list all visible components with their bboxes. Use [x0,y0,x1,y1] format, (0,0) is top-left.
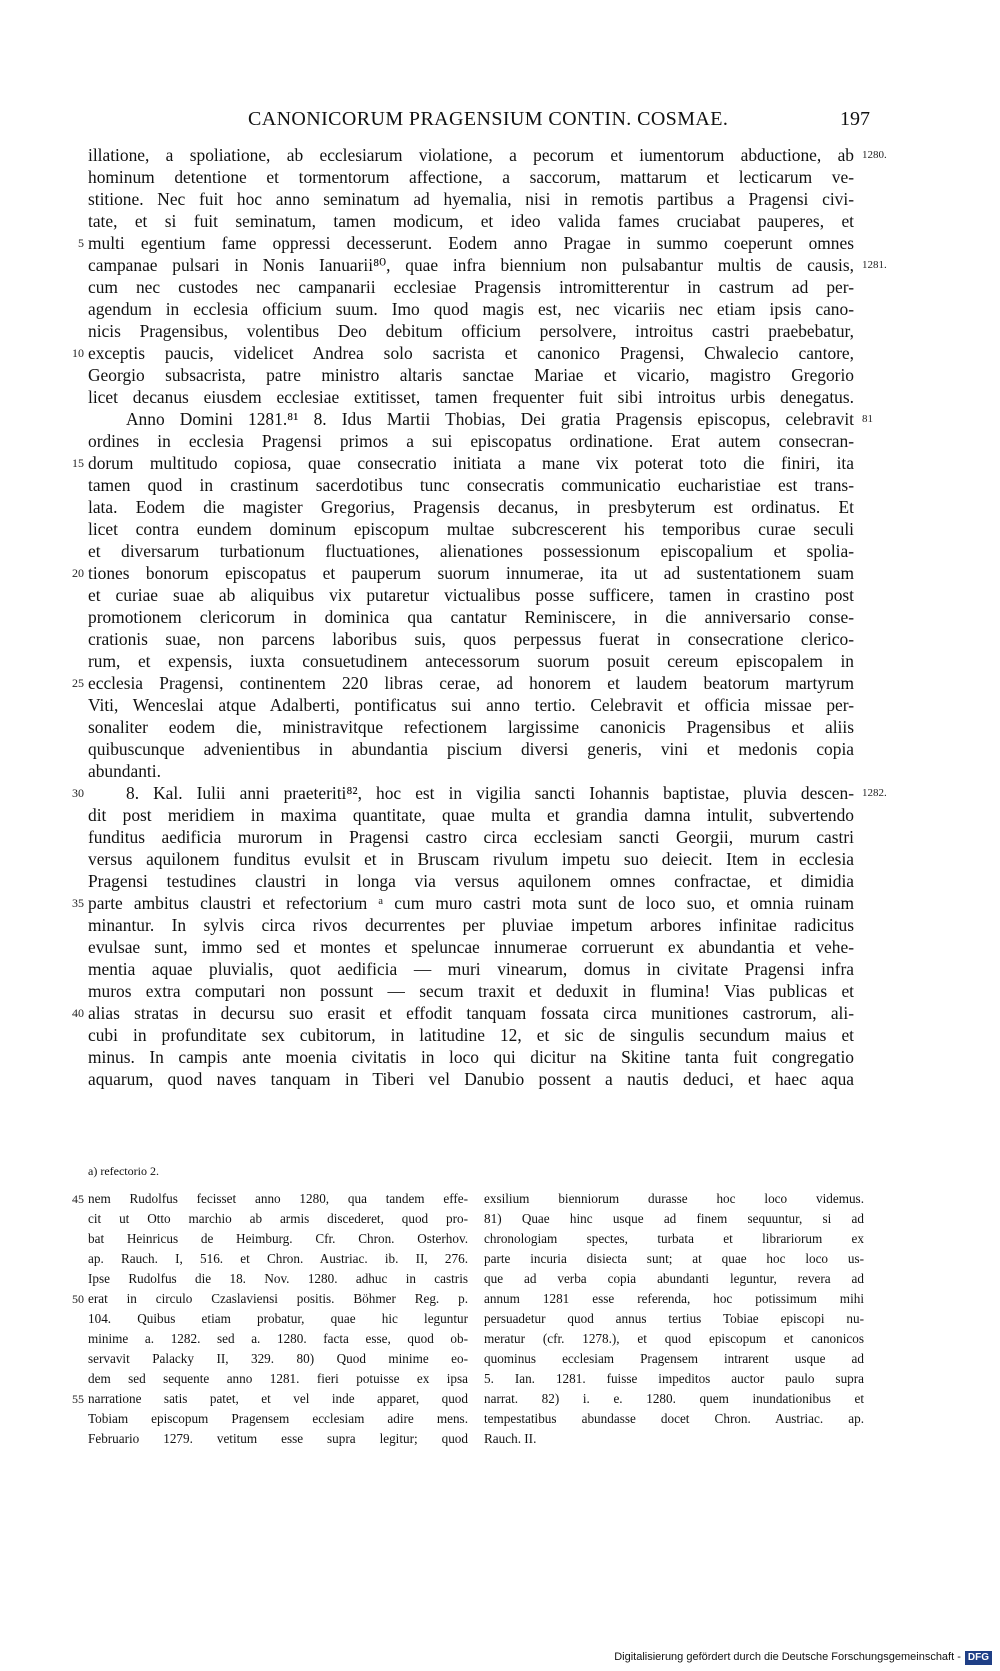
footnote-line: 5. Ian. 1281. fuisse impeditos auctor paulo supra [484,1371,864,1386]
text-line: nicis Pragensibus, volentibus Deo debitum officium persolvere, introitus castri praebebatur, [88,321,854,341]
text-line: et diversarum turbationum fluctuationes, alienationes possessionum episcopalium et spolia- [88,541,854,561]
text-line: 8. Kal. Iulii anni praeteriti⁸², hoc est in vigilia sancti Iohannis baptistae, pluvia descen- [126,783,854,803]
text-line: evulsae sunt, immo sed et montes et speluncae innumerae corruerunt ex abundantia et vehe- [88,937,854,957]
footnote-line: cit ut Otto marchio ab armis discederet, quod pro- [88,1211,468,1226]
text-line: multi egentium fame oppressi decesserunt. Eodem anno Pragae in summo coeperunt omnes [88,233,854,253]
apparatus-note: a) refectorio 2. [88,1164,159,1178]
line-number: 15 [72,456,84,470]
text-line: minus. In campis ante moenia civitatis in loco qui dicitur na Skitine tanta fuit congregatio [88,1047,854,1067]
footnote-line: tempestatibus abundasse docet Chron. Austriac. ap. [484,1411,864,1426]
footnotes-right-column [484,1188,864,1468]
text-line: funditus aedificia murorum in Pragensi castro circa ecclesiam sancti Georgii, murum castri [88,827,854,847]
line-number: 25 [72,676,84,690]
text-line: tate, et si fuit seminatum, tamen modicum, et ideo valida fames cruciabat pauperes, et [88,211,854,231]
footnote-line: servavit Palacky II, 329. 80) Quod minime eo- [88,1351,468,1366]
line-number: 35 [72,896,84,910]
running-title: CANONICORUM PRAGENSIUM CONTIN. COSMAE. [248,108,729,130]
text-line: quibuscunque advenientibus in abundantia piscium diversi generis, vini et medonis copia [88,739,854,759]
margin-year-note: 1280. [862,149,887,161]
text-line: parte ambitus claustri et refectorium ᵃ cum muro castri mota sunt de loco suo, et omnia ruinam [88,893,854,913]
text-line: et curiae suae ab aliquibus vix putaretur victualibus posse sufficere, tamen in crastino post [88,585,854,605]
line-number: 50 [72,1292,84,1306]
footer-text: Digitalisierung gefördert durch die Deutsche Forschungsgemeinschaft - [614,1651,961,1663]
footnotes-left-column [88,1188,468,1468]
footnote-line: ap. Rauch. I, 516. et Chron. Austriac. ib. II, 276. [88,1251,468,1266]
text-line: cubi in profunditate sex cubitorum, in latitudine 12, et sic de singulis secundum maius et [88,1025,854,1045]
text-line: dorum multitudo copiosa, quae consecratio initiata a mane vix poterat toto die finiri, ita [88,453,854,473]
footnote-line: minime a. 1282. sed a. 1280. facta esse, quod ob- [88,1331,468,1346]
footnote-line: Tobiam episcopum Pragensem ecclesiam adire mens. [88,1411,468,1426]
text-line: licet decanus eiusdem ecclesiae extitisset, tamen frequenter fuit sibi introitus urbis denegatus. [88,387,854,407]
text-line: stitione. Nec fuit hoc anno seminatum ad hyemalia, nisi in remotis partibus a Pragensi civi- [88,189,854,209]
text-line: Georgio subsacrista, patre ministro altaris sanctae Mariae et vicario, magistro Gregorio [88,365,854,385]
text-line: crationis suae, non parcens laboribus suis, quos perpessus fuerat in consecratione clerico- [88,629,854,649]
line-number: 5 [78,236,84,250]
text-line: abundanti. [88,761,161,781]
text-line: illatione, a spoliatione, ab ecclesiarum violatione, a pecorum et iumentorum abductione, ab [88,145,854,165]
text-line: sonaliter eodem die, ministravitque refectionem largissime canonicis Pragensibus et aliis [88,717,854,737]
dfg-logo: DFG [965,1651,992,1665]
line-number: 30 [72,786,84,800]
text-line: alias stratas in decursu suo erasit et effodit tanquam fossata circa munitiones castrorum, ali- [88,1003,854,1023]
text-line: lata. Eodem die magister Gregorius, Pragensis decanus, in presbyterum est ordinatus. Et [88,497,854,517]
footnote-line: Februario 1279. vetitum esse supra legitur; quod [88,1431,468,1446]
footnote-line: narratione satis patet, et vel inde apparet, quod [88,1391,468,1406]
text-line: Pragensi testudines claustri in longa via versus aquilonem omnes confractae, et dimidia [88,871,854,891]
footnote-line: Ipse Rudolfus die 18. Nov. 1280. adhuc in castris [88,1271,468,1286]
text-line: rum, et expensis, iuxta consuetudinem antecessorum suorum posuit cereum episcopalem in [88,651,854,671]
line-number: 45 [72,1192,84,1206]
text-line: Viti, Wenceslai atque Adalberti, pontificatus sui anno tertio. Celebravit et officia missae per- [88,695,854,715]
page-header [0,108,1000,138]
main-text [0,143,1000,1143]
text-line: ordines in ecclesia Pragensi primos a sui episcopatus ordinatione. Erat autem consecran- [88,431,854,451]
digitization-footer [600,1648,992,1666]
margin-year-note: 1281. [862,259,887,271]
text-line: dit post meridiem in maxima quantitate, quae multa et grandia damna intulit, subvertendo [88,805,854,825]
text-line [88,1089,854,1113]
text-line: aquarum, quod naves tanquam in Tiberi vel Danubio possent a nautis deduci, et haec aqua [88,1069,854,1089]
footnote-line: que ad verba copia abundanti leguntur, revera ad [484,1271,864,1286]
line-number: 20 [72,566,84,580]
text-line: campanae pulsari in Nonis Ianuarii⁸⁰, quae infra biennium non pulsabantur multis de causis, [88,255,854,275]
footnote-line: Rauch. II. [484,1431,537,1446]
page-number: 197 [840,108,870,130]
text-line: licet contra eundem dominum episcopum multae subcrescerent his temporibus curae seculi [88,519,854,539]
line-number: 55 [72,1392,84,1406]
text-line: ecclesia Pragensi, continentem 220 libras cerae, ad honorem et laudem beatorum martyrum [88,673,854,693]
text-line: minantur. In sylvis circa rivos decurrentes per pluviae impetum arbores infinitae radicitus [88,915,854,935]
line-number: 40 [72,1006,84,1020]
footnote-line: nem Rudolfus fecisset anno 1280, qua tandem effe- [88,1191,468,1206]
footnote-line: meratur (cfr. 1278.), et quod episcopum et canonicos [484,1331,864,1346]
footnote-line: exsilium bienniorum durasse hoc loco videmus. [484,1191,864,1206]
text-line: exceptis paucis, videlicet Andrea solo sacrista et canonico Pragensi, Chwalecio cantore, [88,343,854,363]
text-line: versus aquilonem funditus evulsit et in Bruscam rivulum impetu suo deiecit. Item in ecclesia [88,849,854,869]
text-line: tamen quod in crastinum sacerdotibus tunc consecratis communicatio eucharistiae est trans- [88,475,854,495]
footnote-line: bat Heinricus de Heimburg. Cfr. Chron. Osterhov. [88,1231,468,1246]
text-line: muros extra computari non possunt — secum traxit et deduxit in flumina! Vias publicas et [88,981,854,1001]
footnote-line: chronologiam spectes, turbata et librariorum ex [484,1231,864,1246]
footnote-line: persuadetur quod annus tertius Tobiae episcopi nu- [484,1311,864,1326]
footnote-line: 81) Quae hinc usque ad finem sequuntur, si ad [484,1211,864,1226]
text-line: promotionem clericorum in dominica qua cantatur Reminiscere, in die anniversario conse- [88,607,854,627]
footnote-line: parte incuria disiecta sunt; at quae hoc loco us- [484,1251,864,1266]
text-line: tiones bonorum episcopatus et pauperum suorum innumerae, ita ut ad sustentationem suam [88,563,854,583]
text-line: hominum detentione et tormentorum affectione, a saccorum, mattarum et lecticarum ve- [88,167,854,187]
footnote-line: dem sed sequente anno 1281. fieri potuisse ex ipsa [88,1371,468,1386]
margin-year-note: 1282. [862,787,887,799]
text-line: cum nec custodes nec campanarii ecclesiae Pragensis intromitterentur in castrum ad per- [88,277,854,297]
text-line: agendum in ecclesia officium suum. Imo quod magis est, nec vicariis nec etiam ipsis cano- [88,299,854,319]
text-line: Anno Domini 1281.⁸¹ 8. Idus Martii Thobias, Dei gratia Pragensis episcopus, celebravit [126,409,854,429]
footnote-line: annum 1281 esse referenda, hoc potissimum mihi [484,1291,864,1306]
footnote-line: quominus ecclesiam Pragensem intrarent usque ad [484,1351,864,1366]
footnote-line: narrat. 82) i. e. 1280. quem inundationibus et [484,1391,864,1406]
margin-footnote-ref: 81 [862,413,873,425]
text-line: mentia aquae pluvialis, quot aedificia — muri vinearum, domus in civitate Pragensi infra [88,959,854,979]
line-number: 10 [72,346,84,360]
footnote-line: 104. Quibus etiam probatur, quae hic leguntur [88,1311,468,1326]
footnote-line: erat in circulo Czaslaviensi positis. Böhmer Reg. p. [88,1291,468,1306]
